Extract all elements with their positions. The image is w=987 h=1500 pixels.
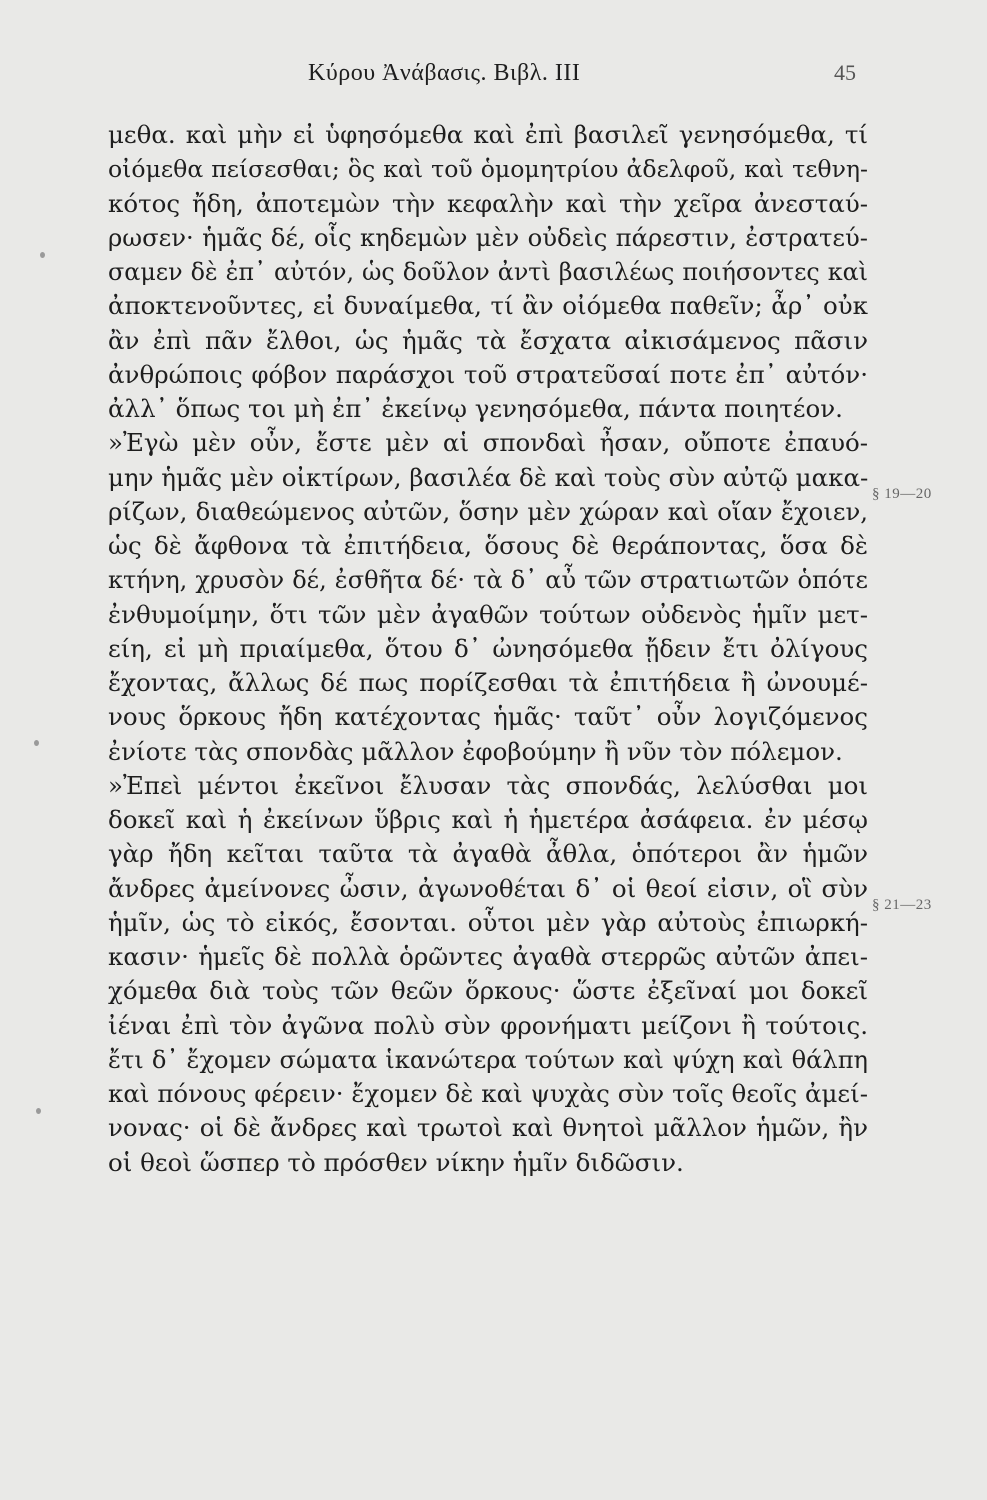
paragraph-start-line: »Ἐγὼ μὲν οὖν, ἔστε μὲν αἱ σπονδαὶ ἦσαν, οὔποτε ἐπαυό- — [108, 428, 868, 458]
running-head — [0, 60, 987, 90]
text-line: ἄνδρες ἀμείνονες ὦσιν, ἀγωνοθέται δ᾽ οἱ θεοί εἰσιν, οἳ σὺν — [108, 873, 868, 903]
text-line: δοκεῖ καὶ ἡ ἐκείνων ὕβρις καὶ ἡ ἡμετέρα ἀσάφεια. ἐν μέσῳ — [108, 805, 868, 834]
text-line: νονας· οἱ δὲ ἄνδρες καὶ τρωτοὶ καὶ θνητοὶ μᾶλλον ἡμῶν, ἢν — [108, 1113, 868, 1143]
text-line: καὶ πόνους φέρειν· ἔχομεν δὲ καὶ ψυχὰς σὺν τοῖς θεοῖς ἀμεί- — [108, 1079, 868, 1108]
margin-section-note: § 19—20 — [872, 486, 932, 502]
margin-speck — [34, 740, 39, 746]
text-line: κότος ἤδη, ἀποτεμὼν τὴν κεφαλὴν καὶ τὴν χεῖρα ἀνεσταύ- — [108, 188, 868, 218]
text-line: ὡς δὲ ἄφθονα τὰ ἐπιτήδεια, ὅσους δὲ θεράποντας, ὅσα δὲ — [108, 531, 868, 560]
body-text — [108, 118, 868, 1180]
paragraph-end-line: οἱ θεοὶ ὥσπερ τὸ πρόσθεν νίκην ἡμῖν διδῶσιν. — [108, 1147, 684, 1177]
margin-section-note: § 21—23 — [872, 897, 932, 913]
text-line: ἐνθυμοίμην, ὅτι τῶν μὲν ἀγαθῶν τούτων οὐδενὸς ἡμῖν μετ- — [108, 599, 868, 629]
text-line: νους ὅρκους ἤδη κατέχοντας ἡμᾶς· ταῦτ᾽ οὖν λογιζόμενος — [108, 702, 868, 732]
text-line: γὰρ ἤδη κεῖται ταῦτα τὰ ἀγαθὰ ἆθλα, ὁπότεροι ἂν ἡμῶν — [108, 839, 868, 869]
text-line: σαμεν δὲ ἐπ᾽ αὐτόν, ὡς δοῦλον ἀντὶ βασιλέως ποιήσοντες καὶ — [108, 258, 868, 286]
text-line: είη, εἰ μὴ πριαίμεθα, ὅτου δ᾽ ὠνησόμεθα ᾔδειν ἔτι ὀλίγους — [108, 633, 868, 663]
text-line: ἔχοντας, ἄλλως δέ πως πορίζεσθαι τὰ ἐπιτήδεια ἢ ὠνουμέ- — [108, 668, 868, 697]
page-number: 45 — [834, 60, 856, 85]
text-line: οἰόμεθα πείσεσθαι; ὃς καὶ τοῦ ὁμομητρίου ἀδελφοῦ, καὶ τεθνη- — [108, 155, 868, 184]
text-line: ἡμῖν, ὡς τὸ εἰκός, ἔσονται. οὗτοι μὲν γὰρ αὐτοὺς ἐπιωρκή- — [108, 907, 868, 937]
text-line: κτήνη, χρυσὸν δέ, ἐσθῆτα δέ· τὰ δ᾽ αὖ τῶν στρατιωτῶν ὁπότε — [108, 566, 868, 595]
text-line: μεθα. καὶ μὴν εἰ ὑφησόμεθα καὶ ἐπὶ βασιλεῖ γενησόμεθα, τί — [108, 120, 868, 149]
text-line: ρίζων, διαθεώμενος αὐτῶν, ὅσην μὲν χώραν καὶ οἵαν ἔχοιεν, — [108, 496, 868, 526]
margin-speck — [40, 252, 45, 258]
paragraph-end-line: ἐνίοτε τὰς σπονδὰς μᾶλλον ἐφοβούμην ἢ νῦν τὸν πόλεμον. — [108, 736, 843, 766]
text-line: ἰέναι ἐπὶ τὸν ἀγῶνα πολὺ σὺν φρονήματι μείζονι ἢ τούτοις. — [108, 1010, 868, 1040]
text-line: ρωσεν· ἡμᾶς δέ, οἷς κηδεμὼν μὲν οὐδεὶς πάρεστιν, ἐστρατεύ- — [108, 222, 868, 252]
text-line: μην ἡμᾶς μὲν οἰκτίρων, βασιλέα δὲ καὶ τοὺς σὺν αὐτῷ μακα- — [108, 462, 869, 492]
text-line: ἀνθρώποις φόβον παράσχοι τοῦ στρατεῦσαί ποτε ἐπ᾽ αὐτόν· — [108, 359, 868, 389]
text-line: ἂν ἐπὶ πᾶν ἔλθοι, ὡς ἡμᾶς τὰ ἔσχατα αἰκισάμενος πᾶσιν — [108, 325, 868, 355]
text-line: κασιν· ἡμεῖς δὲ πολλὰ ὁρῶντες ἀγαθὰ στερρῶς αὐτῶν ἀπει- — [108, 942, 868, 971]
margin-speck — [36, 1108, 41, 1114]
paragraph-start-line: »Ἐπεὶ μέντοι ἐκεῖνοι ἔλυσαν τὰς σπονδάς, λελύσθαι μοι — [108, 770, 868, 800]
text-line: ἀποκτενοῦντες, εἰ δυναίμεθα, τί ἂν οἰόμεθα παθεῖν; ἆρ᾽ οὐκ — [108, 291, 868, 321]
running-title: Κύρου Ἀνάβασις. Βιβλ. ΙΙΙ — [308, 60, 581, 86]
text-line: ἔτι δ᾽ ἔχομεν σώματα ἱκανώτερα τούτων καὶ ψύχη καὶ θάλπη — [108, 1045, 868, 1074]
text-line: χόμεθα διὰ τοὺς τῶν θεῶν ὅρκους· ὥστε ἐξεῖναί μοι δοκεῖ — [108, 976, 868, 1006]
paragraph-end-line: ἀλλ᾽ ὅπως τοι μὴ ἐπ᾽ ἐκείνῳ γενησόμεθα, πάντα ποιητέον. — [108, 394, 843, 423]
